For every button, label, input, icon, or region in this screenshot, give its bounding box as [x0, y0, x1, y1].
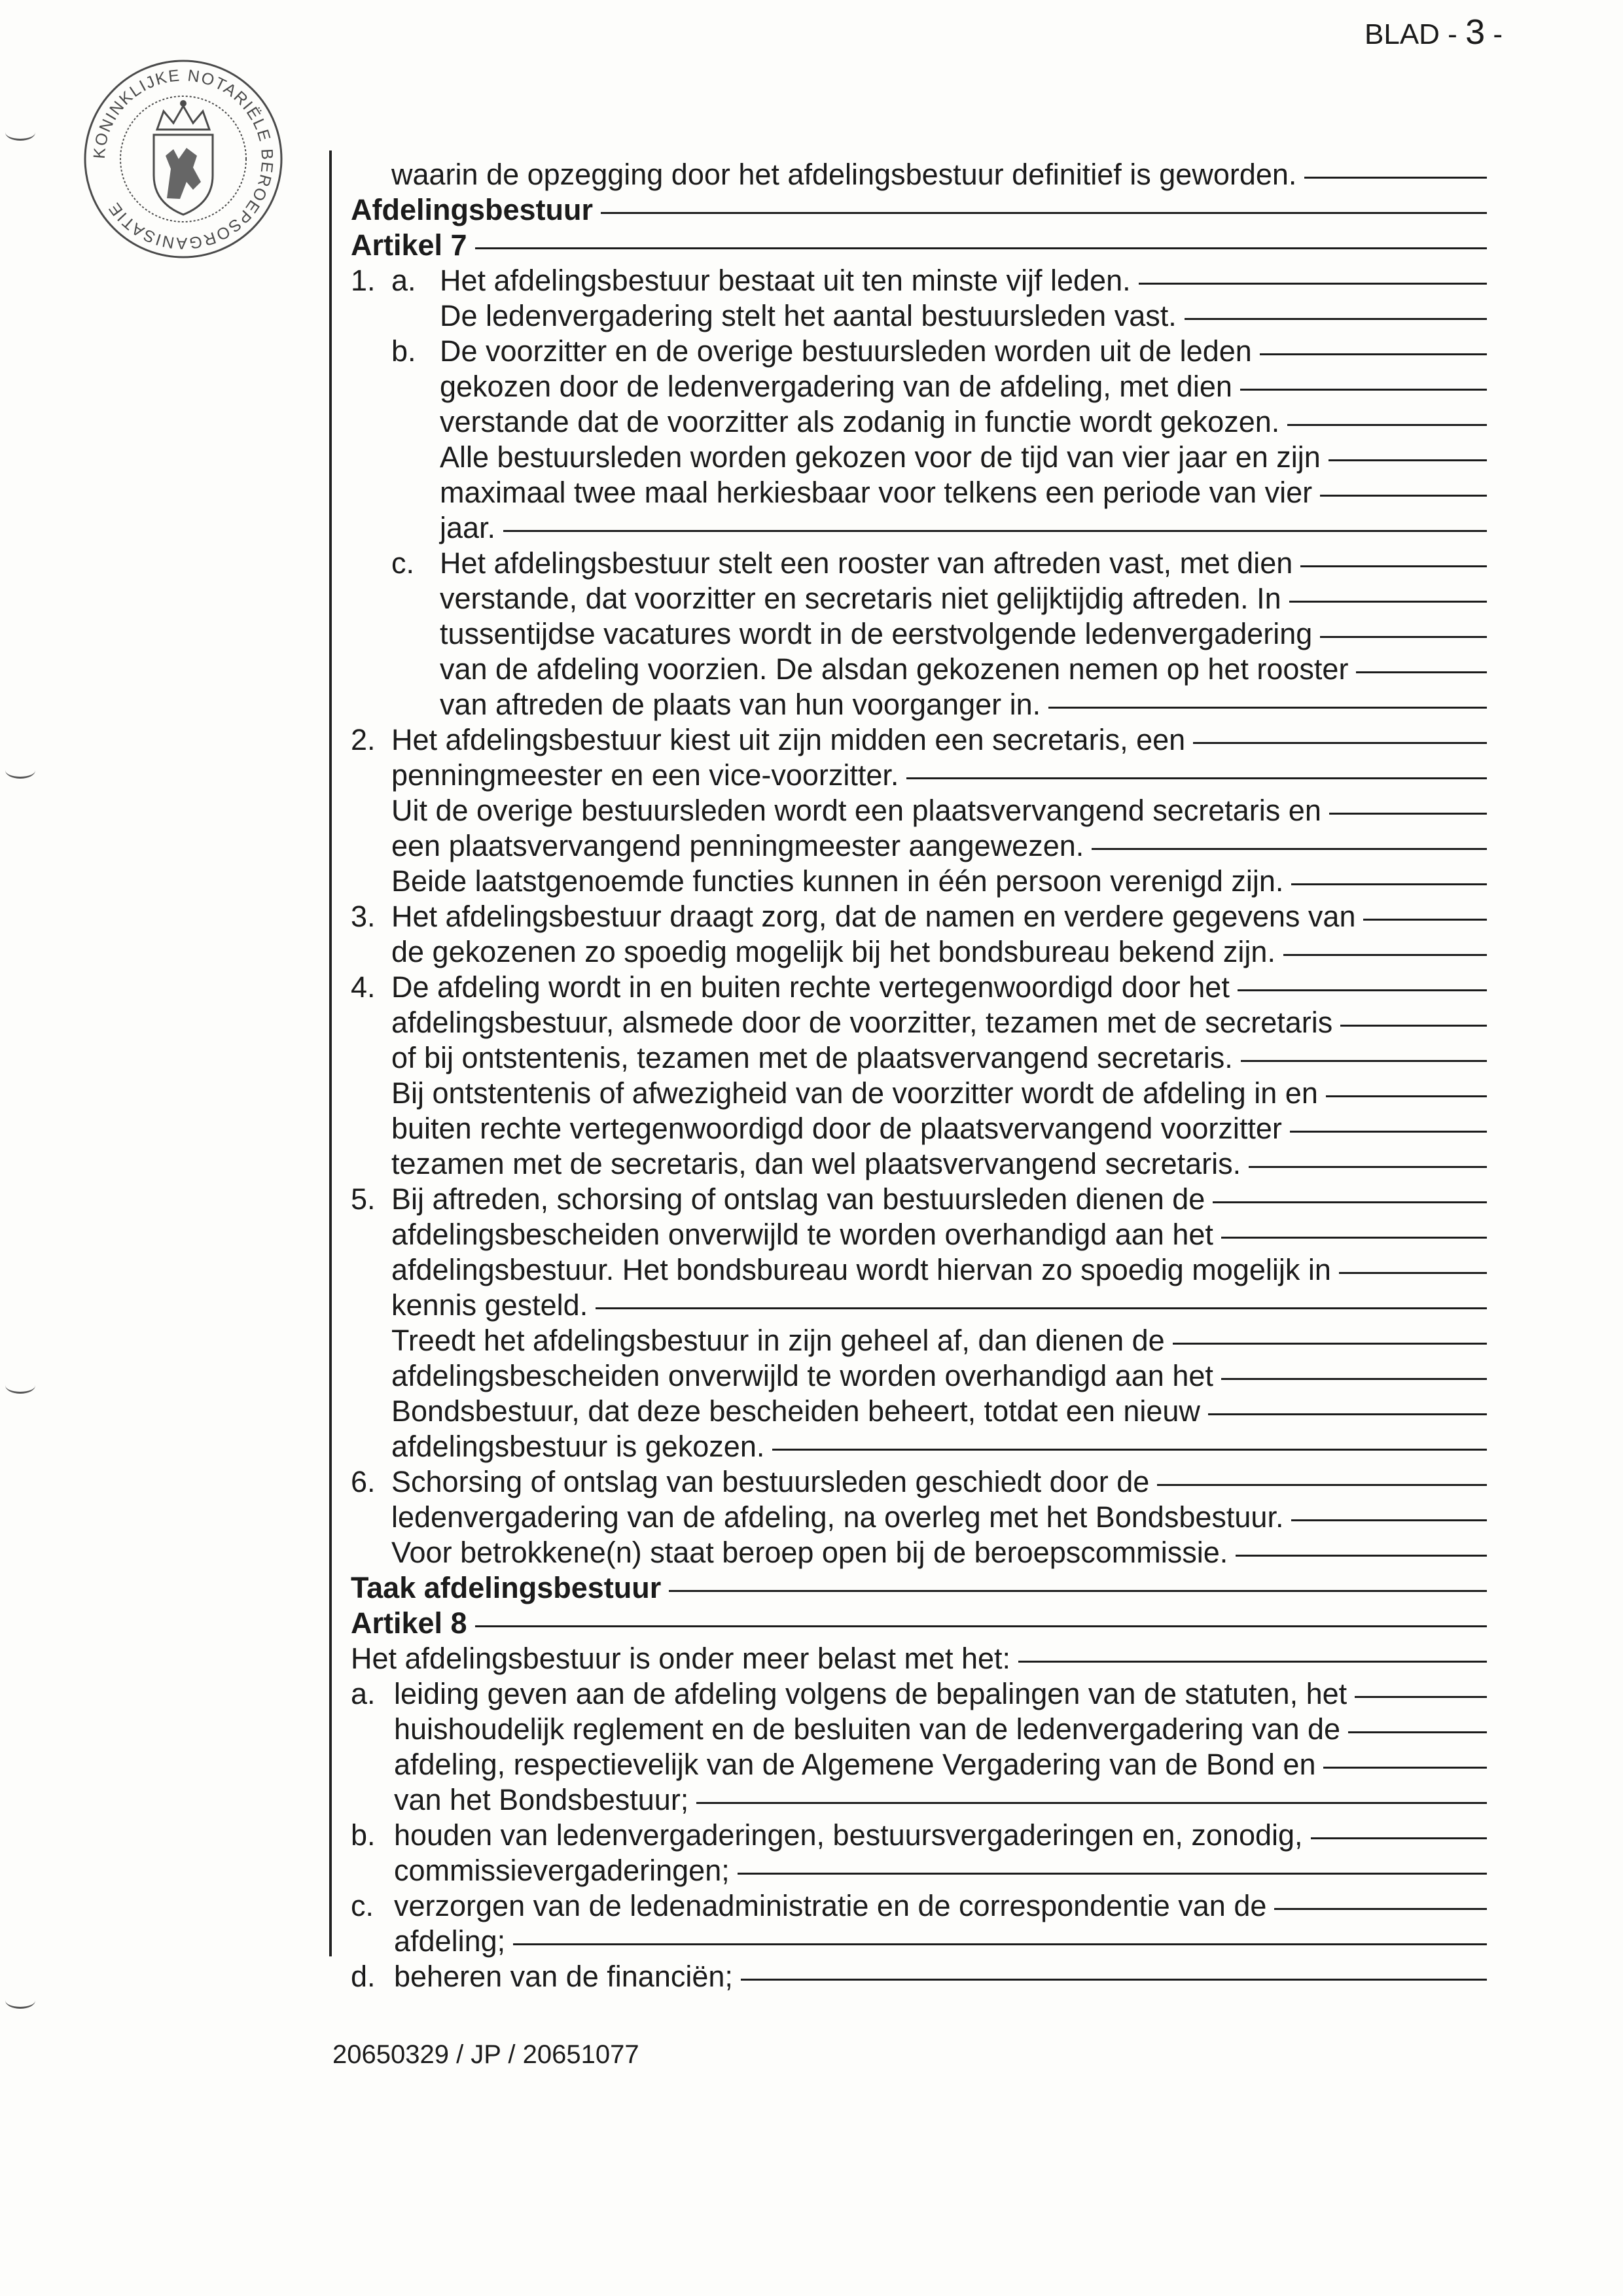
text-line: Bij ontstentenis of afwezigheid van de voorzitter wordt de afdeling in en — [335, 1076, 1487, 1111]
document-body — [335, 157, 1487, 1994]
text-line: van de afdeling voorzien. De alsdan gekozenen nemen op het rooster — [335, 652, 1487, 687]
text-line: verstande, dat voorzitter en secretaris niet gelijktijdig aftreden. In — [335, 581, 1487, 616]
text-line: 5. Bij aftreden, schorsing of ontslag van bestuursleden dienen de — [335, 1182, 1487, 1217]
text-line: De ledenvergadering stelt het aantal bestuursleden vast. — [335, 298, 1487, 334]
section-heading: Taak afdelingsbestuur — [335, 1570, 1487, 1606]
text-line: c. verzorgen van de ledenadministratie en de correspondentie van de — [335, 1888, 1487, 1924]
margin-mark — [5, 1377, 35, 1394]
text-line: buiten rechte vertegenwoordigd door de plaatsvervangend voorzitter — [335, 1111, 1487, 1146]
text-line: b. De voorzitter en de overige bestuursleden worden uit de leden — [335, 334, 1487, 369]
text-line: tussentijdse vacatures wordt in de eerstvolgende ledenvergadering — [335, 616, 1487, 652]
text-line: of bij ontstentenis, tezamen met de plaatsvervangend secretaris. — [335, 1040, 1487, 1076]
text-line: afdeling, respectievelijk van de Algemene Vergadering van de Bond en — [335, 1747, 1487, 1782]
article-heading: Artikel 8 — [335, 1606, 1487, 1641]
margin-mark — [5, 1992, 35, 2009]
text-line: 2. Het afdelingsbestuur kiest uit zijn midden een secretaris, een — [335, 722, 1487, 758]
text-line: tezamen met de secretaris, dan wel plaatsvervangend secretaris. — [335, 1146, 1487, 1182]
text-line: Uit de overige bestuursleden wordt een plaatsvervangend secretaris en — [335, 793, 1487, 828]
text-line: ledenvergadering van de afdeling, na overleg met het Bondsbestuur. — [335, 1500, 1487, 1535]
text-line: 3. Het afdelingsbestuur draagt zorg, dat de namen en verdere gegevens van — [335, 899, 1487, 934]
notary-seal — [75, 51, 291, 267]
text-line: c. Het afdelingsbestuur stelt een rooster van aftreden vast, met dien — [335, 546, 1487, 581]
text-line: van het Bondsbestuur; — [335, 1782, 1487, 1818]
page-number: BLAD - 3 - — [1364, 12, 1503, 52]
text-line: huishoudelijk reglement en de besluiten van de ledenvergadering van de — [335, 1712, 1487, 1747]
seal-text: KONINKLIJKE NOTARIËLE BEROEPSORGANISATIE — [90, 66, 277, 253]
text-line: verstande dat de voorzitter als zodanig in functie wordt gekozen. — [335, 404, 1487, 440]
article-heading: Artikel 7 — [335, 228, 1487, 263]
text-line: a. leiding geven aan de afdeling volgens de bepalingen van de statuten, het — [335, 1676, 1487, 1712]
text-line: Voor betrokkene(n) staat beroep open bij de beroepscommissie. — [335, 1535, 1487, 1570]
text-line: commissievergaderingen; — [335, 1853, 1487, 1888]
text-line: afdelingsbestuur, alsmede door de voorzitter, tezamen met de secretaris — [335, 1005, 1487, 1040]
document-reference: 20650329 / JP / 20651077 — [332, 2040, 639, 2069]
text-line: Bondsbestuur, dat deze bescheiden beheert, totdat een nieuw — [335, 1394, 1487, 1429]
margin-mark — [5, 762, 35, 779]
text-line: d. beheren van de financiën; — [335, 1959, 1487, 1994]
text-line: een plaatsvervangend penningmeester aangewezen. — [335, 828, 1487, 864]
margin-mark — [5, 124, 35, 141]
text-line: afdelingsbestuur. Het bondsbureau wordt hiervan zo spoedig mogelijk in — [335, 1252, 1487, 1288]
text-line: 6. Schorsing of ontslag van bestuursleden geschiedt door de — [335, 1464, 1487, 1500]
text-line: Treedt het afdelingsbestuur in zijn geheel af, dan dienen de — [335, 1323, 1487, 1358]
text-line: afdelingsbestuur is gekozen. — [335, 1429, 1487, 1464]
margin-rule — [329, 150, 332, 1956]
text-line: 1. a. Het afdelingsbestuur bestaat uit ten minste vijf leden. — [335, 263, 1487, 298]
text-line: gekozen door de ledenvergadering van de afdeling, met dien — [335, 369, 1487, 404]
text-line: afdeling; — [335, 1924, 1487, 1959]
text-line: afdelingsbescheiden onverwijld te worden overhandigd aan het — [335, 1217, 1487, 1252]
text-line: maximaal twee maal herkiesbaar voor telkens een periode van vier — [335, 475, 1487, 510]
text-line: 4. De afdeling wordt in en buiten rechte vertegenwoordigd door het — [335, 970, 1487, 1005]
text-line: kennis gesteld. — [335, 1288, 1487, 1323]
text-line: van aftreden de plaats van hun voorganger in. — [335, 687, 1487, 722]
text-line: b. houden van ledenvergaderingen, bestuursvergaderingen en, zonodig, — [335, 1818, 1487, 1853]
section-heading: Afdelingsbestuur — [335, 192, 1487, 228]
text-line: Alle bestuursleden worden gekozen voor de tijd van vier jaar en zijn — [335, 440, 1487, 475]
text-line: Beide laatstgenoemde functies kunnen in één persoon verenigd zijn. — [335, 864, 1487, 899]
text-line: jaar. — [335, 510, 1487, 546]
text-line: penningmeester en een vice-voorzitter. — [335, 758, 1487, 793]
text-line: Het afdelingsbestuur is onder meer belast met het: — [335, 1641, 1487, 1676]
text-line: waarin de opzegging door het afdelingsbestuur definitief is geworden. — [335, 157, 1487, 192]
text-line: de gekozenen zo spoedig mogelijk bij het bondsbureau bekend zijn. — [335, 934, 1487, 970]
text-line: afdelingsbescheiden onverwijld te worden overhandigd aan het — [335, 1358, 1487, 1394]
